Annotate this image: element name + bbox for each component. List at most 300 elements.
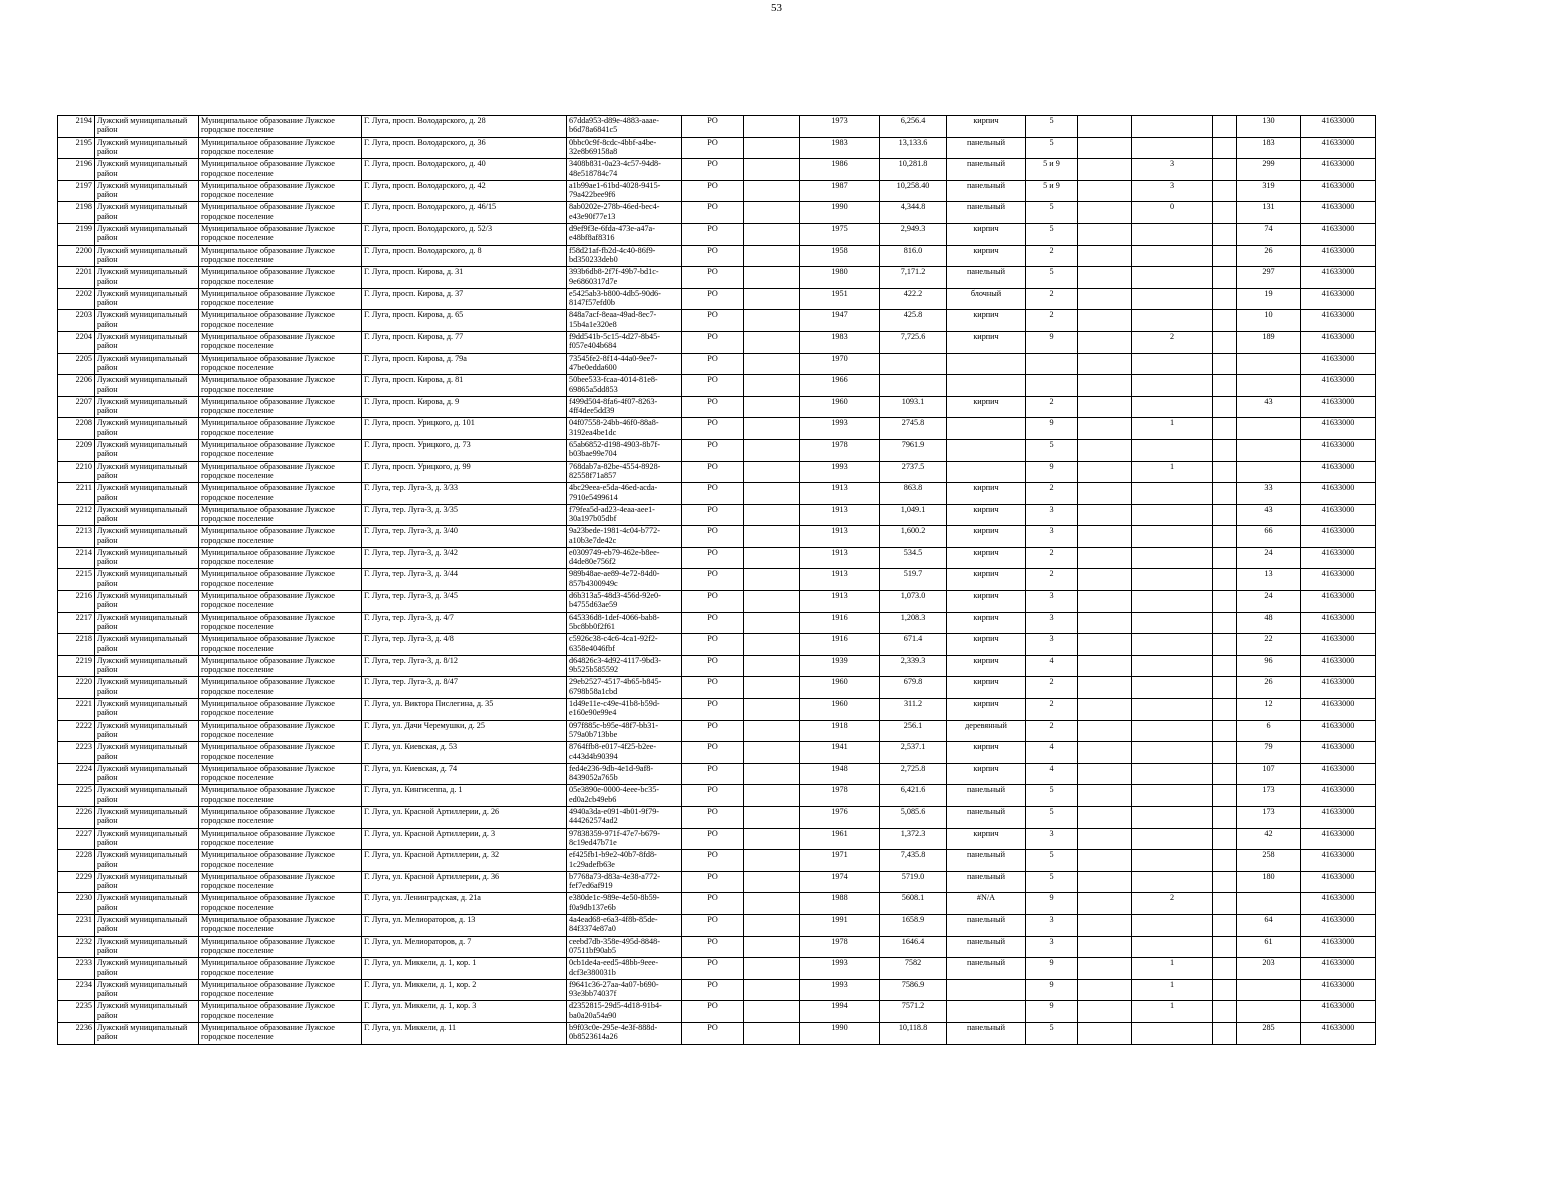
municipality-cell: Муниципальное образование Лужское городское поселение [199,785,362,807]
municipality-cell: Муниципальное образование Лужское городское поселение [199,871,362,893]
address-cell: Г. Луга, тер. Луга-3, д. 3/44 [362,569,567,591]
area-cell: 7961.9 [880,439,947,461]
empty-cell [744,591,800,613]
empty-cell [1078,310,1132,332]
entrances-cell: 1 [1132,418,1213,440]
table-row [58,850,1376,872]
code-cell: РО [682,634,744,656]
guid-cell: fed4e236-9db-4e1d-9af8- 8439052a765b [567,763,682,785]
row-number-cell: 2219 [58,655,95,677]
apartments-cell: 74 [1237,223,1301,245]
row-number-cell: 2205 [58,353,95,375]
district-cell: Лужский муниципальный район [95,375,199,397]
apartments-cell [1237,375,1301,397]
material-cell: кирпич [947,223,1026,245]
row-number-cell: 2235 [58,1001,95,1023]
code-cell: РО [682,569,744,591]
year-cell: 1994 [800,1001,880,1023]
address-cell: Г. Луга, ул. Красной Артиллерии, д. 36 [362,871,567,893]
apartments-cell: 258 [1237,850,1301,872]
guid-cell: e5425ab3-b800-4db5-90d6- 8147f57efd0b [567,288,682,310]
municipality-cell: Муниципальное образование Лужское городское поселение [199,418,362,440]
code-cell: РО [682,958,744,980]
entrances-cell [1132,547,1213,569]
code-cell: РО [682,850,744,872]
code-cell: РО [682,936,744,958]
district-cell: Лужский муниципальный район [95,1022,199,1044]
table-row [58,159,1376,181]
entrances-cell [1132,612,1213,634]
empty-cell [744,785,800,807]
year-cell: 1913 [800,483,880,505]
row-number-cell: 2206 [58,375,95,397]
entrances-cell [1132,396,1213,418]
district-cell: Лужский муниципальный район [95,504,199,526]
row-number-cell: 2216 [58,591,95,613]
material-cell: кирпич [947,526,1026,548]
municipality-cell: Муниципальное образование Лужское городское поселение [199,763,362,785]
empty-cell [1078,914,1132,936]
oktmo-cell: 41633000 [1301,871,1376,893]
row-number-cell: 2222 [58,720,95,742]
guid-cell: f79fea5d-ad23-4eaa-aee1- 30a197b05dbf [567,504,682,526]
table-row [58,612,1376,634]
guid-cell: 8764ffb8-e017-4f25-b2ee- c443d4b90394 [567,742,682,764]
area-cell: 816.0 [880,245,947,267]
address-cell: Г. Луга, ул. Красной Артиллерии, д. 32 [362,850,567,872]
table-row [58,547,1376,569]
material-cell: кирпич [947,763,1026,785]
area-cell: 2,339.3 [880,655,947,677]
floors-cell: 5 [1026,871,1078,893]
empty-cell [744,1022,800,1044]
guid-cell: 848a7acf-8eaa-49ad-8ec7- 15b4a1e320e8 [567,310,682,332]
district-cell: Лужский муниципальный район [95,547,199,569]
apartments-cell: 79 [1237,742,1301,764]
row-number-cell: 2212 [58,504,95,526]
table-row [58,763,1376,785]
empty-cell [1213,461,1237,483]
oktmo-cell: 41633000 [1301,375,1376,397]
code-cell: РО [682,202,744,224]
code-cell: РО [682,763,744,785]
code-cell: РО [682,1022,744,1044]
floors-cell: 5 и 9 [1026,180,1078,202]
oktmo-cell: 41633000 [1301,655,1376,677]
floors-cell: 2 [1026,569,1078,591]
row-number-cell: 2215 [58,569,95,591]
floors-cell: 2 [1026,245,1078,267]
address-cell: Г. Луга, тер. Луга-3, д. 8/47 [362,677,567,699]
municipality-cell: Муниципальное образование Лужское городское поселение [199,828,362,850]
address-cell: Г. Луга, просп. Кирова, д. 81 [362,375,567,397]
entrances-cell [1132,763,1213,785]
empty-cell [744,699,800,721]
municipality-cell: Муниципальное образование Лужское городское поселение [199,807,362,829]
area-cell: 534.5 [880,547,947,569]
empty-cell [1078,720,1132,742]
entrances-cell [1132,655,1213,677]
area-cell: 7,435.8 [880,850,947,872]
table-row [58,720,1376,742]
empty-cell [1078,180,1132,202]
entrances-cell [1132,439,1213,461]
guid-cell: e380de1c-989e-4e50-8b59- f0a9db137e6b [567,893,682,915]
area-cell: 2,725.8 [880,763,947,785]
municipality-cell: Муниципальное образование Лужское городское поселение [199,914,362,936]
guid-cell: f9dd541b-5c15-4d27-8b45- f057e404b684 [567,331,682,353]
material-cell [947,375,1026,397]
oktmo-cell: 41633000 [1301,1001,1376,1023]
floors-cell: 5 [1026,1022,1078,1044]
empty-cell [744,267,800,289]
municipality-cell: Муниципальное образование Лужское городское поселение [199,1022,362,1044]
area-cell: 1,600.2 [880,526,947,548]
address-cell: Г. Луга, просп. Володарского, д. 42 [362,180,567,202]
empty-cell [1078,569,1132,591]
municipality-cell: Муниципальное образование Лужское городское поселение [199,655,362,677]
entrances-cell [1132,936,1213,958]
oktmo-cell: 41633000 [1301,180,1376,202]
empty-cell [1213,1022,1237,1044]
empty-cell [744,116,800,138]
material-cell: кирпич [947,634,1026,656]
empty-cell [1078,547,1132,569]
table-row [58,742,1376,764]
table-row [58,893,1376,915]
guid-cell: 1d49e11e-c49e-41b8-b59d- e160e90e99e4 [567,699,682,721]
code-cell: РО [682,979,744,1001]
row-number-cell: 2195 [58,137,95,159]
municipality-cell: Муниципальное образование Лужское городское поселение [199,461,362,483]
empty-cell [1078,828,1132,850]
floors-cell: 2 [1026,483,1078,505]
empty-cell [1078,375,1132,397]
municipality-cell: Муниципальное образование Лужское городское поселение [199,1001,362,1023]
apartments-cell: 33 [1237,483,1301,505]
empty-cell [744,612,800,634]
entrances-cell [1132,677,1213,699]
row-number-cell: 2211 [58,483,95,505]
apartments-cell: 24 [1237,591,1301,613]
area-cell: 1,372.3 [880,828,947,850]
floors-cell: 3 [1026,526,1078,548]
year-cell: 1913 [800,526,880,548]
row-number-cell: 2203 [58,310,95,332]
table-row [58,807,1376,829]
address-cell: Г. Луга, просп. Володарского, д. 40 [362,159,567,181]
guid-cell: d64826c3-4d92-4117-9bd3- 9b525b585592 [567,655,682,677]
year-cell: 1941 [800,742,880,764]
area-cell: 2,537.1 [880,742,947,764]
row-number-cell: 2232 [58,936,95,958]
guid-cell: ef425fb1-b9e2-40b7-8fd8- 1c29adefb63e [567,850,682,872]
empty-cell [1078,591,1132,613]
area-cell: 1658.9 [880,914,947,936]
address-cell: Г. Луга, тер. Луга-3, д. 3/35 [362,504,567,526]
district-cell: Лужский муниципальный район [95,742,199,764]
empty-cell [1078,850,1132,872]
empty-cell [1078,223,1132,245]
guid-cell: d2352815-29d5-4d18-91b4- ba0a20a54a90 [567,1001,682,1023]
empty-cell [1213,353,1237,375]
area-cell [880,353,947,375]
address-cell: Г. Луга, ул. Миккели, д. 1, кор. 3 [362,1001,567,1023]
empty-cell [1078,958,1132,980]
row-number-cell: 2200 [58,245,95,267]
apartments-cell: 24 [1237,547,1301,569]
empty-cell [744,504,800,526]
floors-cell: 9 [1026,1001,1078,1023]
year-cell: 1993 [800,461,880,483]
apartments-cell: 183 [1237,137,1301,159]
empty-cell [1078,677,1132,699]
area-cell: 7,725.6 [880,331,947,353]
entrances-cell [1132,699,1213,721]
entrances-cell [1132,1022,1213,1044]
code-cell: РО [682,655,744,677]
apartments-cell: 48 [1237,612,1301,634]
oktmo-cell: 41633000 [1301,612,1376,634]
area-cell: 1,073.0 [880,591,947,613]
oktmo-cell: 41633000 [1301,331,1376,353]
code-cell: РО [682,180,744,202]
code-cell: РО [682,288,744,310]
empty-cell [1213,1001,1237,1023]
district-cell: Лужский муниципальный район [95,245,199,267]
entrances-cell: 2 [1132,893,1213,915]
row-number-cell: 2209 [58,439,95,461]
area-cell: 1,208.3 [880,612,947,634]
material-cell: кирпич [947,547,1026,569]
guid-cell: f499d504-8fa6-4f07-8263- 4ff4dee5dd39 [567,396,682,418]
area-cell: 7586.9 [880,979,947,1001]
empty-cell [744,871,800,893]
oktmo-cell: 41633000 [1301,634,1376,656]
empty-cell [1078,331,1132,353]
district-cell: Лужский муниципальный район [95,461,199,483]
district-cell: Лужский муниципальный район [95,116,199,138]
empty-cell [1078,396,1132,418]
address-cell: Г. Луга, тер. Луга-3, д. 3/40 [362,526,567,548]
empty-cell [744,958,800,980]
floors-cell: 2 [1026,310,1078,332]
area-cell: 10,118.8 [880,1022,947,1044]
entrances-cell [1132,850,1213,872]
year-cell: 1983 [800,331,880,353]
area-cell: 519.7 [880,569,947,591]
empty-cell [1213,483,1237,505]
municipality-cell: Муниципальное образование Лужское городское поселение [199,396,362,418]
empty-cell [1078,634,1132,656]
code-cell: РО [682,914,744,936]
empty-cell [1213,742,1237,764]
row-number-cell: 2229 [58,871,95,893]
table-row [58,569,1376,591]
code-cell: РО [682,223,744,245]
empty-cell [1213,591,1237,613]
oktmo-cell: 41633000 [1301,699,1376,721]
row-number-cell: 2223 [58,742,95,764]
address-cell: Г. Луга, просп. Володарского, д. 8 [362,245,567,267]
row-number-cell: 2213 [58,526,95,548]
apartments-cell: 66 [1237,526,1301,548]
apartments-cell: 203 [1237,958,1301,980]
material-cell [947,979,1026,1001]
empty-cell [744,720,800,742]
table-row [58,396,1376,418]
district-cell: Лужский муниципальный район [95,958,199,980]
address-cell: Г. Луга, ул. Красной Артиллерии, д. 26 [362,807,567,829]
table-row [58,483,1376,505]
empty-cell [1213,828,1237,850]
apartments-cell: 42 [1237,828,1301,850]
apartments-cell: 107 [1237,763,1301,785]
floors-cell [1026,353,1078,375]
area-cell: 7571.2 [880,1001,947,1023]
year-cell: 1939 [800,655,880,677]
oktmo-cell: 41633000 [1301,288,1376,310]
apartments-cell: 319 [1237,180,1301,202]
year-cell: 1993 [800,418,880,440]
floors-cell: 9 [1026,331,1078,353]
oktmo-cell: 41633000 [1301,245,1376,267]
oktmo-cell: 41633000 [1301,159,1376,181]
entrances-cell: 3 [1132,180,1213,202]
entrances-cell [1132,914,1213,936]
municipality-cell: Муниципальное образование Лужское городское поселение [199,504,362,526]
area-cell: 1093.1 [880,396,947,418]
table-body [58,116,1376,1045]
empty-cell [744,655,800,677]
oktmo-cell: 41633000 [1301,828,1376,850]
code-cell: РО [682,396,744,418]
municipality-cell: Муниципальное образование Лужское городское поселение [199,893,362,915]
apartments-cell: 299 [1237,159,1301,181]
table-row [58,310,1376,332]
oktmo-cell: 41633000 [1301,569,1376,591]
row-number-cell: 2221 [58,699,95,721]
entrances-cell [1132,785,1213,807]
empty-cell [744,742,800,764]
oktmo-cell: 41633000 [1301,116,1376,138]
material-cell: кирпич [947,742,1026,764]
floors-cell: 2 [1026,699,1078,721]
row-number-cell: 2198 [58,202,95,224]
empty-cell [744,396,800,418]
table-row [58,699,1376,721]
floors-cell: 4 [1026,763,1078,785]
floors-cell: 2 [1026,288,1078,310]
floors-cell: 9 [1026,979,1078,1001]
address-cell: Г. Луга, просп. Володарского, д. 28 [362,116,567,138]
municipality-cell: Муниципальное образование Лужское городское поселение [199,288,362,310]
year-cell: 1974 [800,871,880,893]
year-cell: 1960 [800,699,880,721]
empty-cell [1213,288,1237,310]
apartments-cell [1237,418,1301,440]
table-row [58,634,1376,656]
empty-cell [1213,439,1237,461]
entrances-cell [1132,720,1213,742]
floors-cell: 9 [1026,418,1078,440]
guid-cell: b9f03c0e-295e-4e3f-888d- 0b8523614a26 [567,1022,682,1044]
empty-cell [1078,893,1132,915]
year-cell: 1991 [800,914,880,936]
district-cell: Лужский муниципальный район [95,763,199,785]
empty-cell [1213,785,1237,807]
floors-cell: 2 [1026,396,1078,418]
district-cell: Лужский муниципальный район [95,526,199,548]
oktmo-cell: 41633000 [1301,439,1376,461]
apartments-cell: 43 [1237,504,1301,526]
empty-cell [744,418,800,440]
code-cell: РО [682,612,744,634]
area-cell: 2,949.3 [880,223,947,245]
entrances-cell [1132,634,1213,656]
table-row [58,1001,1376,1023]
table-row [58,375,1376,397]
municipality-cell: Муниципальное образование Лужское городское поселение [199,720,362,742]
material-cell: кирпич [947,245,1026,267]
code-cell: РО [682,828,744,850]
oktmo-cell: 41633000 [1301,483,1376,505]
floors-cell: 2 [1026,547,1078,569]
area-cell: 5,085.6 [880,807,947,829]
empty-cell [744,936,800,958]
oktmo-cell: 41633000 [1301,223,1376,245]
municipality-cell: Муниципальное образование Лужское городское поселение [199,979,362,1001]
area-cell: 2745.8 [880,418,947,440]
oktmo-cell: 41633000 [1301,267,1376,289]
empty-cell [744,547,800,569]
code-cell: РО [682,116,744,138]
year-cell: 1990 [800,1022,880,1044]
district-cell: Лужский муниципальный район [95,418,199,440]
code-cell: РО [682,245,744,267]
district-cell: Лужский муниципальный район [95,267,199,289]
area-cell: 6,256.4 [880,116,947,138]
empty-cell [1078,267,1132,289]
empty-cell [1078,483,1132,505]
material-cell: панельный [947,267,1026,289]
empty-cell [1213,979,1237,1001]
municipality-cell: Муниципальное образование Лужское городское поселение [199,526,362,548]
material-cell [947,461,1026,483]
municipality-cell: Муниципальное образование Лужское городское поселение [199,439,362,461]
empty-cell [1213,202,1237,224]
material-cell: панельный [947,137,1026,159]
oktmo-cell: 41633000 [1301,850,1376,872]
floors-cell: 3 [1026,828,1078,850]
address-cell: Г. Луга, ул. Красной Артиллерии, д. 3 [362,828,567,850]
entrances-cell [1132,137,1213,159]
floors-cell [1026,375,1078,397]
empty-cell [744,526,800,548]
floors-cell: 5 [1026,202,1078,224]
material-cell: панельный [947,914,1026,936]
oktmo-cell: 41633000 [1301,137,1376,159]
floors-cell: 3 [1026,612,1078,634]
empty-cell [1078,353,1132,375]
floors-cell: 3 [1026,914,1078,936]
empty-cell [744,677,800,699]
municipality-cell: Муниципальное образование Лужское городское поселение [199,159,362,181]
code-cell: РО [682,893,744,915]
district-cell: Лужский муниципальный район [95,979,199,1001]
empty-cell [1213,375,1237,397]
empty-cell [1213,871,1237,893]
